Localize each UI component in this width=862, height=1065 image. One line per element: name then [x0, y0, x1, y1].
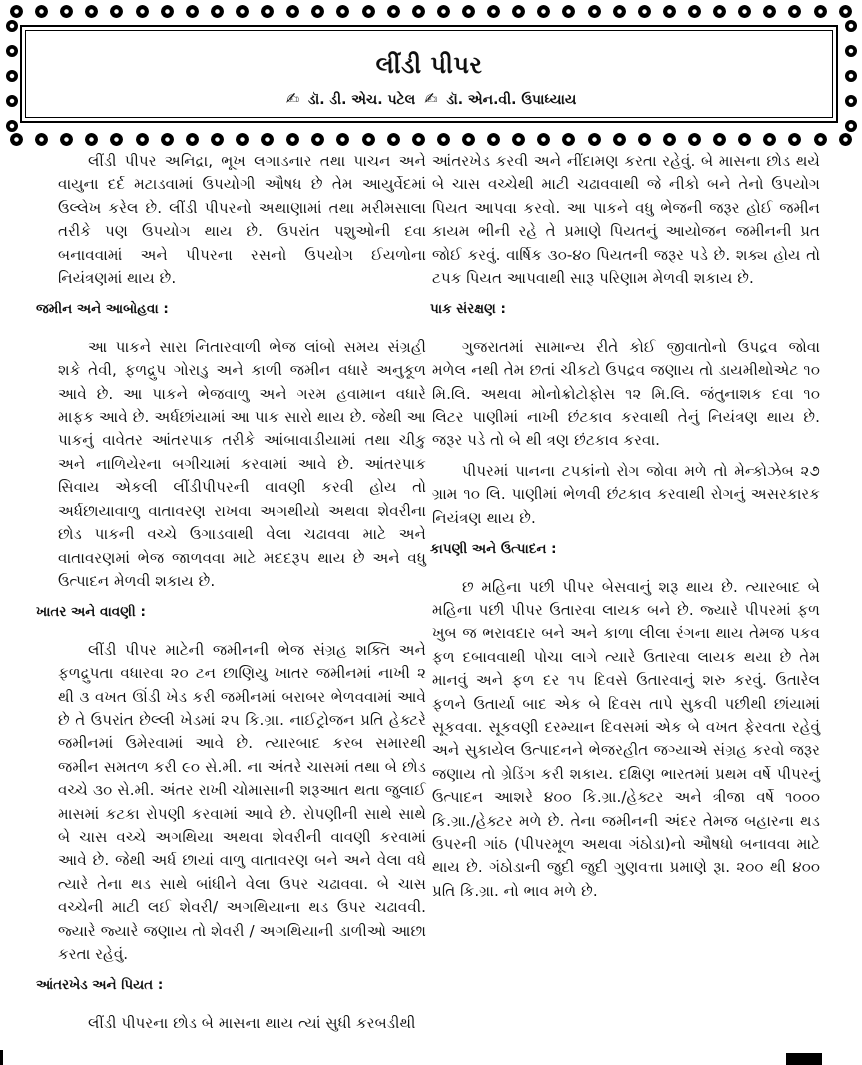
- ornament-dot: [713, 5, 726, 18]
- ornament-dot: [85, 5, 98, 18]
- ornament-dot: [845, 70, 857, 82]
- edge-mark: [0, 1050, 3, 1065]
- ornament-dot: [845, 120, 857, 132]
- ornament-dot: [110, 5, 123, 18]
- top-ornament-border: [10, 2, 852, 20]
- pen-icon: ✍: [424, 89, 438, 108]
- ornament-dot: [713, 133, 726, 146]
- ornament-dot: [638, 5, 651, 18]
- ornament-dot: [136, 5, 149, 18]
- title-frame: [20, 25, 838, 123]
- ornament-dot: [286, 5, 299, 18]
- header-bottom-ornament-border: [10, 130, 852, 148]
- ornament-dot: [60, 133, 73, 146]
- ornament-dot: [35, 5, 48, 18]
- ornament-dot: [35, 133, 48, 146]
- ornament-dot: [136, 133, 149, 146]
- right-column: [432, 150, 820, 910]
- ornament-dot: [211, 5, 224, 18]
- author-1: ડૉ. ડી. એચ. પટેલ: [307, 92, 416, 108]
- ornament-dot: [839, 5, 852, 18]
- ornament-dot: [211, 133, 224, 146]
- protection-paragraph-1: ગુજરાતમાં સામાન્ય રીતે કોઈ જીવાતોનો ઉપદ્રવ જોવા મળેલ નથી તેમ છતાં ચીકટો ઉપદ્રવ જણાય તો ડાયમીથોએટ ૧૦ મિ.લિ. અથવા મોનોક્રોટોફોસ ૧૨ મિ.લિ. જંતુનાશક દવા ૧૦ લિટર પાણીમાં નાખી છંટકાવ કરવાથી તેનું નિયંત્રણ થાય છે. જરૂર પડે તો બે થી ત્રણ છંટકાવ કરવા.: [432, 337, 820, 450]
- ornament-dot: [537, 5, 550, 18]
- ornament-dot: [839, 133, 852, 146]
- ornament-dot: [763, 133, 776, 146]
- ornament-dot: [261, 133, 274, 146]
- ornament-dot: [261, 5, 274, 18]
- ornament-dot: [311, 133, 324, 146]
- ornament-dot: [186, 133, 199, 146]
- ornament-dot: [6, 95, 18, 107]
- ornament-dot: [738, 5, 751, 18]
- ornament-dot: [588, 133, 601, 146]
- heading-soil-climate: જમીન અને આબોહવા :: [36, 301, 169, 318]
- ornament-dot: [387, 5, 400, 18]
- soil-climate-paragraph: આ પાકને સારા નિતારવાળી ભેજ લાંબો સમય સંગ્રહી શકે તેવી, ફળદ્રુપ ગોરાડુ અને કાળી જમીન વધારે અનુકૂળ આવે છે. આ પાકને ભેજવાળુ અને ગરમ હવામાન વધારે માફક આવે છે. અર્ધછાંયામાં આ પાક સારો થાય છે. જેથી આ પાકનું વાવેતર આંતરપાક તરીકે આંબાવાડીયામાં તથા ચીકુ અને નાળિયેરના બગીચામાં કરવામાં આવે છે. આંતરપાક સિવાય એકલી લીંડીપીપરની વાવણી કરવી હોય તો અર્ધછાયાવાળુ વાતાવરણ રાખવા અગથીયો અથવા શેવરીના છોડ પાકની વચ્ચે ઉગાડવાથી વેલા ચઢાવવા માટે અને વાતાવરણમાં ભેજ જાળવવા માટે મદદરૂપ થાય છે અને વધુ ઉત્પાદન મેળવી શકાય છે.: [58, 337, 426, 590]
- ornament-dot: [763, 5, 776, 18]
- ornament-dot: [10, 133, 23, 146]
- ornament-dot: [10, 5, 23, 18]
- left-ornament-border: [4, 20, 20, 132]
- author-2: ડૉ. એન.વી. ઉપાધ્યાય: [446, 92, 577, 108]
- intro-paragraph: લીંડી પીપર અનિદ્રા, ભૂખ લગાડનાર તથા પાચન અને વાયુના દર્દ મટાડવામાં ઉપયોગી ઔષધ છે તેમ આયુર્વેદમાં ઉલ્લેખ કરેલ છે. લીંડી પીપરનો અથાણામાં તથા મરીમસાલા તરીકે પણ ઉપયોગ થાય છે. ઉપરાંત પશુઓની દવા બનાવવામાં અને પીપરના રસનો ઉપયોગ ઈયળોના નિયંત્રણમાં થાય છે.: [58, 152, 426, 288]
- pen-icon: ✍: [285, 89, 300, 108]
- ornament-dot: [613, 133, 626, 146]
- ornament-dot: [236, 5, 249, 18]
- heading-crop-protection: પાક સંરક્ષણ :: [430, 301, 506, 318]
- ornament-dot: [688, 5, 701, 18]
- author-line: [22, 89, 836, 108]
- ornament-dot: [336, 5, 349, 18]
- ornament-dot: [845, 95, 857, 107]
- ornament-dot: [6, 20, 18, 32]
- ornament-dot: [845, 45, 857, 57]
- heading-harvest-yield: કાપણી અને ઉત્પાદન :: [430, 541, 557, 558]
- ornament-dot: [110, 133, 123, 146]
- ornament-dot: [412, 5, 425, 18]
- ornament-dot: [562, 5, 575, 18]
- ornament-dot: [512, 5, 525, 18]
- ornament-dot: [487, 133, 500, 146]
- ornament-dot: [336, 133, 349, 146]
- ornament-dot: [6, 120, 18, 132]
- ornament-dot: [588, 5, 601, 18]
- ornament-dot: [462, 133, 475, 146]
- ornament-dot: [537, 133, 550, 146]
- ornament-dot: [60, 5, 73, 18]
- ornament-dot: [814, 5, 827, 18]
- ornament-dot: [437, 5, 450, 18]
- heading-interculture-irrigation: આંતરખેડ અને પિયત :: [36, 977, 164, 994]
- ornament-dot: [286, 133, 299, 146]
- left-column: [36, 150, 426, 1042]
- ornament-dot: [437, 133, 450, 146]
- ornament-dot: [387, 133, 400, 146]
- ornament-dot: [512, 133, 525, 146]
- ornament-dot: [738, 133, 751, 146]
- ornament-dot: [161, 133, 174, 146]
- ornament-dot: [6, 45, 18, 57]
- ornament-dot: [161, 5, 174, 18]
- interculture-paragraph-start: લીંડી પીપરના છોડ બે માસના થાય ત્યાં સુધી કરબડીથી: [88, 1013, 416, 1032]
- ornament-dot: [845, 20, 857, 32]
- ornament-dot: [663, 5, 676, 18]
- ornament-dot: [362, 133, 375, 146]
- ornament-dot: [236, 133, 249, 146]
- page-corner-tab: [786, 1053, 822, 1065]
- ornament-dot: [6, 70, 18, 82]
- ornament-dot: [562, 133, 575, 146]
- ornament-dot: [362, 5, 375, 18]
- ornament-dot: [613, 5, 626, 18]
- harvest-paragraph: છ મહિના પછી પીપર બેસવાનું શરૂ થાય છે. ત્યારબાદ બે મહિના પછી પીપર ઉતારવા લાયક બને છે. જ્યારે પીપરમાં ફળ ખુબ જ ભરાવદાર બને અને કાળા લીલા રંગના થાય તેમજ પકવ ફળ દબાવવાથી પોચા લાગે ત્યારે ઉતારવા લાયક થયા છે તેમ માનવું અને ફળ દર ૧૫ દિવસે ઉતારવાનું શરુ કરવું. ઉતારેલ ફળને ઉતાર્યા બાદ એક બે દિવસ તાપે સુકવી પછીથી છાંયામાં સૂકવવા. સૂકવણી દરમ્યાન દિવસમાં એક બે વખત ફેરવતા રહેવું અને સુકાયેલ ઉત્પાદનને ભેજરહીત જગ્યાએ સંગ્રહ કરવો જરૂર જણાય તો ગ્રેડિંગ કરી શકાય. દક્ષિણ ભારતમાં પ્રથમ વર્ષે પીપરનું ઉત્પાદન આશરે ૪૦૦ કિ.ગ્રા./હેક્ટર અને ત્રીજા વર્ષે ૧૦૦૦ કિ.ગ્રા./હેક્ટર મળે છે. તેના જમીનની અંદર તેમજ બહારના થડ ઉપરની ગાંઠ (પીપરમૂળ અથવા ગંઠોડા)નો ઔષધો બનાવવા માટે થાય છે. ગંઠોડાની જુદી જુદી ગુણવત્તા પ્રમાણે રૂા. ૨૦૦ થી ૪૦૦ પ્રતિ કિ.ગ્રા. નો ભાવ મળે છે.: [432, 577, 820, 900]
- article-title: લીંડી પીપર: [375, 51, 483, 79]
- ornament-dot: [85, 133, 98, 146]
- ornament-dot: [814, 133, 827, 146]
- ornament-dot: [487, 5, 500, 18]
- heading-manure-sowing: ખાતર અને વાવણી :: [36, 604, 146, 621]
- ornament-dot: [788, 133, 801, 146]
- protection-paragraph-2: પીપરમાં પાનના ટપકાંનો રોગ જોવા મળે તો મેન્કોઝેબ ૨૭ ગ્રામ ૧૦ લિ. પાણીમાં ભેળવી છંટકાવ કરવાથી રોગનું અસરકારક નિયંત્રણ થાય છે.: [432, 461, 820, 527]
- manure-sowing-paragraph: લીંડી પીપર માટેની જમીનની ભેજ સંગ્રહ શક્તિ અને ફળદ્રુપતા વધારવા ૨૦ ટન છાણિયુ ખાતર જમીનમાં નાખી ૨ થી ૩ વખત ઊંડી ખેડ કરી જમીનમાં બરાબર ભેળવવામાં આવે છે તે ઉપરાંત છેલ્લી ખેડમાં ૨૫ કિ.ગ્રા. નાઈટ્રોજન પ્રતિ હેક્ટરે જમીનમાં ઉમેરવામાં આવે છે. ત્યારબાદ કરબ સમારથી જમીન સમતળ કરી ૯૦ સે.મી. ના અંતરે ચાસમાં તથા બે છોડ વચ્ચે ૩૦ સે.મી. અંતર રાખી ચોમાસાની શરૂઆત થતા જુલાઈ માસમાં કટકા રોપણી કરવામાં આવે છે. રોપણીની સાથે સાથે બે ચાસ વચ્ચે અગથિયા અથવા શેવરીની વાવણી કરવામાં આવે છે. જેથી અર્ધ છાયાં વાળુ વાતાવરણ બને અને વેલા વધે ત્યારે તેના થડ સાથે બાંધીને વેલા ઉપર ચઢાવવા. બે ચાસ વચ્ચેની માટી લઈ શેવરી/ અગથિયાના થડ ઉપર ચઢાવવી. જ્યારે જ્યારે જણાય તો શેવરી / અગથિયાની ડાળીઓ આછા કરતા રહેવું.: [58, 640, 426, 963]
- right-ornament-border: [843, 20, 859, 132]
- ornament-dot: [186, 5, 199, 18]
- ornament-dot: [788, 5, 801, 18]
- ornament-dot: [638, 133, 651, 146]
- ornament-dot: [311, 5, 324, 18]
- ornament-dot: [412, 133, 425, 146]
- interculture-paragraph-continued: આંતરખેડ કરવી અને નીંદામણ કરતા રહેવું. બે માસના છોડ થયે બે ચાસ વચ્ચેથી માટી ચઢાવવાથી જે નીકો બને તેનો ઉપયોગ પિયત આપવા કરવો. આ પાકને વધુ ભેજની જરૂર હોઈ જમીન કાયમ ભીની રહે તે પ્રમાણે પિયતનું આયોજન જમીનની પ્રત જોઈ કરવું. વાર્ષિક ૩૦-૪૦ પિયતની જરૂર પડે છે. શક્ય હોય તો ટપક પિયત આપવાથી સારૂ પરિણામ મેળવી શકાય છે.: [432, 152, 820, 288]
- ornament-dot: [663, 133, 676, 146]
- ornament-dot: [462, 5, 475, 18]
- ornament-dot: [688, 133, 701, 146]
